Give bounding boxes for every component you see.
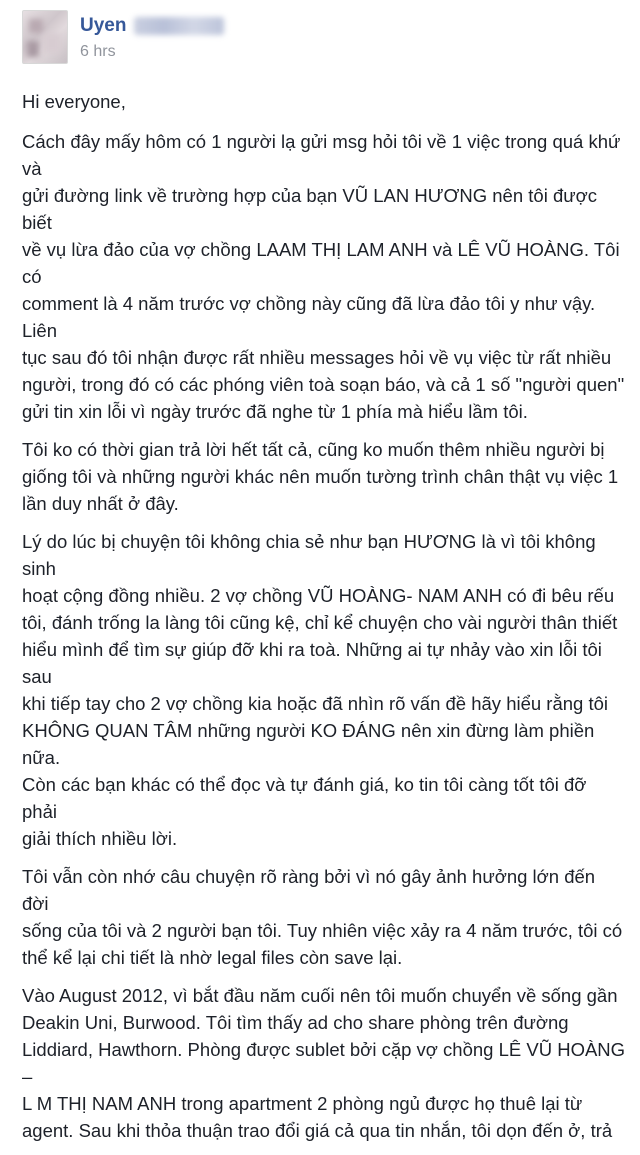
post-paragraph: Tôi ko có thời gian trả lời hết tất cả, cũng ko muốn thêm nhiều người bị giống tôi và những người khác nên muốn tường trình chân thật vụ việc 1 lần duy nhất ở đây. — [22, 439, 619, 514]
post-paragraph: Lý do lúc bị chuyện tôi không chia sẻ như bạn HƯƠNG là vì tôi không sinh hoạt cộng đồng nhiều. 2 vợ chồng VŨ HOÀNG- NAM ANH có đi bêu rếu tôi, đánh trống la làng tôi cũng kệ, chỉ kể chuyện cho vài người thân thiết hiểu mình để tìm sự giúp đỡ khi ra toà. Những ai tự nhảy vào xin lỗi tôi sau khi tiếp tay cho 2 vợ chồng kia hoặc đã nhìn rõ vấn đề hãy hiểu rằng tôi KHÔNG QUAN TÂM những người KO ĐÁNG nên xin đừng làm phiền nữa. Còn các bạn khác có thể đọc và tự đánh giá, ko tin tôi càng tốt tôi đỡ phải giải thích nhiều lời. — [22, 531, 618, 849]
post-body — [22, 88, 626, 1155]
post-meta — [80, 14, 224, 62]
post-timestamp[interactable]: 6 hrs — [80, 43, 116, 60]
post-paragraph: Cách đây mấy hôm có 1 người lạ gửi msg hỏi tôi về 1 việc trong quá khứ và gửi đường link về trường hợp của bạn VŨ LAN HƯƠNG nên tôi được biết về vụ lừa đảo của vợ chồng LAAM THỊ LAM ANH và LÊ VŨ HOÀNG. Tôi có comment là 4 năm trước vợ chồng này cũng đã lừa đảo tôi y như vậy. Liên tục sau đó tôi nhận được rất nhiều messages hỏi về vụ việc từ rất nhiều người, trong đó có các phóng viên toà soạn báo, và cả 1 số "người quen" gửi tin xin lỗi vì ngày trước đã nghe từ 1 phía mà hiểu lầm tôi. — [22, 131, 625, 422]
author-row — [80, 14, 224, 38]
post-paragraph: Tôi vẫn còn nhớ câu chuyện rõ ràng bởi vì nó gây ảnh hưởng lớn đến đời sống của tôi và 2 người bạn tôi. Tuy nhiên việc xảy ra 4 năm trước, tôi có thể kể lại chi tiết là nhờ legal files còn save lại. — [22, 866, 623, 968]
avatar[interactable] — [22, 10, 68, 64]
redacted-surname — [134, 17, 224, 35]
post-greeting: Hi everyone, — [22, 91, 126, 112]
author-name-link[interactable]: Uyen — [80, 15, 127, 36]
avatar-blur-area — [43, 33, 61, 53]
post-paragraph: Vào August 2012, vì bắt đầu năm cuối nên tôi muốn chuyển về sống gần Deakin Uni, Burwood. Tôi tìm thấy ad cho share phòng trên đường Liddiard, Hawthorn. Phòng được sublet bởi cặp vợ chồng LÊ VŨ HOÀNG – L M THỊ NAM ANH trong apartment 2 phòng ngủ được họ thuê lại từ agent. Sau khi thỏa thuận trao đổi giá cả qua tin nhắn, tôi dọn đến ở, trả — [22, 985, 626, 1141]
avatar-blur-area — [29, 19, 43, 33]
post-header — [22, 10, 224, 70]
avatar-blur-area — [27, 41, 39, 57]
